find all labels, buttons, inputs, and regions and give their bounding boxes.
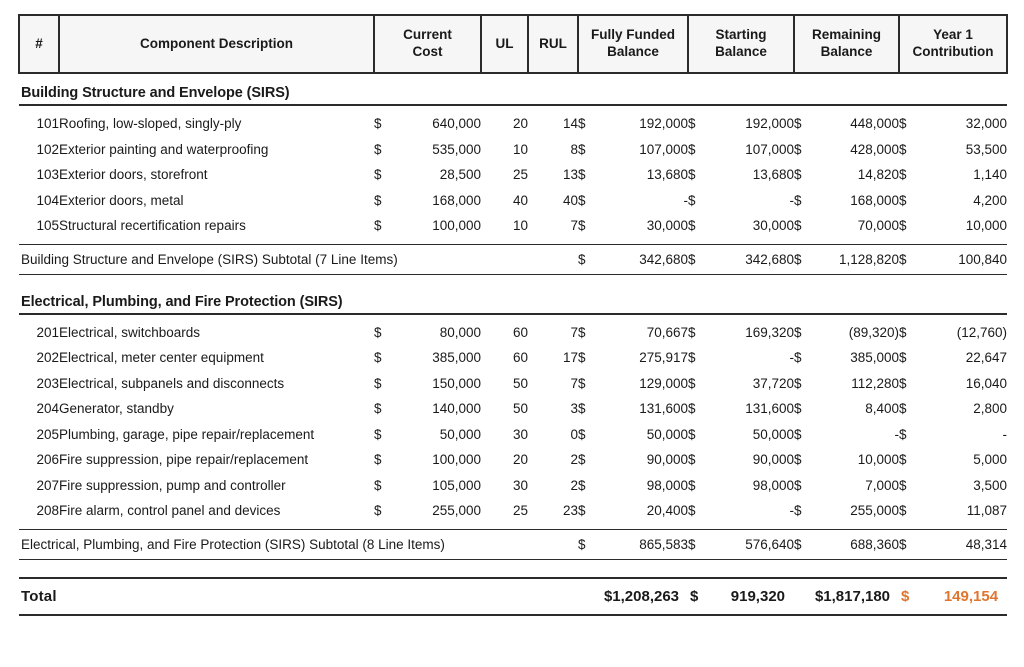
cell-ul: 10	[512, 218, 529, 234]
table-row[interactable]	[19, 137, 1007, 163]
subtotal-remaining-balance: 688,360	[816, 529, 899, 559]
column-header-ul: UL	[481, 15, 528, 73]
currency-symbol-fully-funded-balance: $	[578, 141, 586, 157]
currency-symbol-fully-funded-balance: $	[578, 167, 586, 183]
row-number: 104	[36, 192, 59, 208]
cell-fully-funded-balance: 50,000	[646, 426, 689, 442]
currency-symbol-starting-balance: $	[688, 426, 696, 442]
currency-symbol-current-cost: $	[374, 477, 382, 493]
currency-symbol-year-1-contribution: $	[899, 401, 907, 417]
cell-rul: 17	[562, 350, 579, 366]
column-header-y1-line1: Year 1	[933, 27, 973, 43]
cell-current-cost: 100,000	[432, 218, 482, 234]
cell-rul: 7	[570, 218, 579, 234]
column-header-sb-line2: Balance	[715, 44, 767, 59]
cell-year-1-contribution: 5,000	[973, 452, 1008, 468]
cell-year-1-contribution: 32,000	[965, 116, 1008, 131]
currency-symbol-remaining-balance: $	[794, 375, 802, 391]
cell-ul: 10	[512, 141, 529, 157]
cell-year-1-contribution: 4,200	[973, 192, 1008, 208]
row-description: Electrical, subpanels and disconnects	[59, 375, 285, 391]
currency-symbol-starting-balance: $	[688, 503, 696, 519]
cell-rul: 2	[570, 477, 579, 493]
column-header-current-cost-line1: Current	[403, 27, 452, 43]
cell-rul: 8	[570, 141, 579, 157]
column-header-year-1-contribution	[899, 15, 1007, 73]
cell-starting-balance: 98,000	[752, 477, 795, 493]
total-starting-balance: $1,817,180	[794, 578, 899, 615]
row-number: 203	[36, 375, 59, 391]
subtotal-starting-balance: 342,680	[710, 244, 794, 274]
currency-symbol-fully-funded-balance: $	[578, 116, 586, 131]
cell-starting-balance: -	[789, 350, 795, 366]
cell-fully-funded-balance: 90,000	[646, 452, 689, 468]
row-number: 207	[36, 477, 59, 493]
row-description: Fire alarm, control panel and devices	[59, 503, 281, 519]
cell-year-1-contribution: 2,800	[973, 401, 1008, 417]
cell-current-cost: 535,000	[432, 141, 482, 157]
currency-symbol-subtotal-sb: $	[688, 529, 710, 559]
table-row[interactable]	[19, 162, 1007, 188]
currency-symbol-year-1-contribution: $	[899, 116, 907, 131]
currency-symbol-starting-balance: $	[688, 350, 696, 366]
cell-year-1-contribution: 11,087	[966, 503, 1008, 519]
row-description: Fire suppression, pump and controller	[59, 477, 286, 493]
column-header-number: #	[19, 15, 59, 73]
table-row[interactable]	[19, 213, 1007, 239]
currency-symbol-year-1-contribution: $	[899, 218, 907, 234]
currency-symbol-subtotal-rb: $	[794, 244, 816, 274]
cell-fully-funded-balance: 13,680	[646, 167, 689, 183]
cell-rul: 13	[562, 167, 579, 183]
spacer-row	[19, 274, 1007, 292]
cell-fully-funded-balance: 30,000	[646, 218, 689, 234]
table-row[interactable]	[19, 371, 1007, 397]
subtotal-fully-funded-balance: 342,680	[600, 244, 688, 274]
cell-current-cost: 168,000	[432, 192, 482, 208]
row-description: Electrical, switchboards	[59, 324, 201, 340]
currency-symbol-year-1-contribution: $	[899, 350, 907, 366]
cell-ul: 60	[512, 350, 529, 366]
cell-current-cost: 50,000	[439, 426, 482, 442]
cell-current-cost: 28,500	[439, 167, 482, 183]
total-current-cost: $1,208,263	[578, 578, 688, 615]
currency-symbol-current-cost: $	[374, 350, 382, 366]
component-funding-table	[18, 14, 1008, 616]
row-description: Exterior doors, metal	[59, 192, 184, 208]
currency-symbol-fully-funded-balance: $	[578, 324, 586, 340]
spacer-row	[19, 559, 1007, 578]
cell-year-1-contribution: (12,760)	[956, 324, 1008, 340]
cell-remaining-balance: 70,000	[857, 218, 900, 234]
row-description: Exterior painting and waterproofing	[59, 141, 269, 157]
currency-symbol-starting-balance: $	[688, 324, 696, 340]
cell-ul: 50	[512, 375, 529, 391]
cell-ul: 30	[512, 477, 529, 493]
currency-symbol-remaining-balance: $	[794, 192, 802, 208]
cell-remaining-balance: 385,000	[850, 350, 900, 366]
row-description: Generator, standby	[59, 401, 174, 417]
cell-current-cost: 100,000	[432, 452, 482, 468]
subtotal-remaining-balance: 1,128,820	[816, 244, 899, 274]
total-label: Total	[19, 578, 578, 615]
cell-ul: 25	[512, 503, 529, 519]
currency-symbol-current-cost: $	[374, 141, 382, 157]
cell-remaining-balance: 14,820	[857, 167, 900, 183]
section-subtotal-row	[19, 244, 1007, 274]
column-header-rb-line1: Remaining	[812, 27, 882, 43]
cell-ul: 20	[512, 452, 529, 468]
currency-symbol-current-cost: $	[374, 426, 382, 442]
cell-remaining-balance: (89,320)	[848, 324, 900, 340]
currency-symbol-current-cost: $	[374, 503, 382, 519]
cell-remaining-balance: 8,400	[865, 401, 900, 417]
row-number: 102	[36, 141, 59, 157]
column-header-remaining-balance	[794, 15, 899, 73]
cell-remaining-balance: -	[894, 426, 900, 442]
currency-symbol-fully-funded-balance: $	[578, 192, 586, 208]
currency-symbol-subtotal-y1: $	[899, 529, 921, 559]
currency-symbol-remaining-balance: $	[794, 350, 802, 366]
table-row[interactable]	[19, 473, 1007, 499]
currency-symbol-remaining-balance: $	[794, 477, 802, 493]
currency-symbol-starting-balance: $	[688, 141, 696, 157]
column-header-rul: RUL	[528, 15, 578, 73]
section-header-row	[19, 292, 1007, 314]
cell-ul: 30	[512, 426, 529, 442]
currency-symbol-subtotal-rb: $	[794, 529, 816, 559]
row-number: 103	[36, 167, 59, 183]
currency-symbol-fully-funded-balance: $	[578, 477, 586, 493]
table-row[interactable]	[19, 498, 1007, 524]
cell-remaining-balance: 112,280	[851, 375, 900, 391]
cell-starting-balance: 90,000	[752, 452, 795, 468]
currency-symbol-fully-funded-balance: $	[578, 426, 586, 442]
column-header-ffb-line1: Fully Funded	[591, 27, 676, 43]
currency-symbol-current-cost: $	[374, 375, 382, 391]
cell-rul: 2	[570, 452, 579, 468]
cell-year-1-contribution: 16,040	[965, 375, 1008, 391]
currency-symbol-total-ffb: $	[688, 578, 710, 615]
subtotal-year-1-contribution: 100,840	[921, 244, 1007, 274]
cell-rul: 23	[562, 503, 579, 519]
currency-symbol-year-1-contribution: $	[899, 375, 907, 391]
currency-symbol-current-cost: $	[374, 116, 382, 131]
column-header-fully-funded-balance	[578, 15, 688, 73]
row-number: 202	[36, 350, 59, 366]
column-header-current-cost-line2: Cost	[412, 44, 443, 59]
cell-starting-balance: 192,000	[745, 116, 795, 131]
section-header-row	[19, 83, 1007, 105]
cell-fully-funded-balance: 129,000	[639, 375, 689, 391]
currency-symbol-remaining-balance: $	[794, 141, 802, 157]
cell-current-cost: 80,000	[439, 324, 482, 340]
row-description: Fire suppression, pipe repair/replacement	[59, 452, 309, 468]
currency-symbol-subtotal-ffb: $	[578, 529, 600, 559]
subtotal-fully-funded-balance: 865,583	[600, 529, 688, 559]
column-header-component-description: Component Description	[59, 15, 374, 73]
row-number: 201	[36, 324, 59, 340]
cell-starting-balance: 131,600	[745, 401, 795, 417]
cell-current-cost: 385,000	[432, 350, 482, 366]
currency-symbol-remaining-balance: $	[794, 401, 802, 417]
row-number: 206	[36, 452, 59, 468]
total-fully-funded-balance: 919,320	[710, 578, 794, 615]
currency-symbol-starting-balance: $	[688, 401, 696, 417]
table-row[interactable]	[19, 111, 1007, 137]
cell-year-1-contribution: 53,500	[965, 141, 1008, 157]
cell-current-cost: 150,000	[432, 375, 482, 391]
subtotal-year-1-contribution: 48,314	[921, 529, 1007, 559]
currency-symbol-starting-balance: $	[688, 192, 696, 208]
currency-symbol-remaining-balance: $	[794, 426, 802, 442]
spacer-row	[19, 73, 1007, 83]
cell-year-1-contribution: -	[1002, 426, 1008, 442]
cell-remaining-balance: 448,000	[850, 116, 900, 131]
cell-fully-funded-balance: 70,667	[646, 324, 689, 340]
cell-starting-balance: -	[789, 503, 795, 519]
subtotal-label: Electrical, Plumbing, and Fire Protection (SIRS) Subtotal (8 Line Items)	[19, 529, 578, 559]
cell-rul: 7	[570, 324, 579, 340]
table-row[interactable]	[19, 447, 1007, 473]
section-subtotal-row	[19, 529, 1007, 559]
row-description: Electrical, meter center equipment	[59, 350, 264, 366]
table-row[interactable]	[19, 320, 1007, 346]
currency-symbol-subtotal-ffb: $	[578, 244, 600, 274]
cell-current-cost: 140,000	[432, 401, 482, 417]
currency-symbol-current-cost: $	[374, 401, 382, 417]
total-year-1-contribution: 149,154	[921, 578, 1007, 615]
cell-ul: 60	[512, 324, 529, 340]
cell-ul: 20	[512, 116, 529, 131]
cell-current-cost: 105,000	[432, 477, 482, 493]
currency-symbol-current-cost: $	[374, 452, 382, 468]
currency-symbol-fully-funded-balance: $	[578, 218, 586, 234]
currency-symbol-year-1-contribution: $	[899, 503, 907, 519]
cell-remaining-balance: 168,000	[850, 192, 900, 208]
cell-starting-balance: 107,000	[745, 141, 795, 157]
currency-symbol-current-cost: $	[374, 192, 382, 208]
section-title: Building Structure and Envelope (SIRS)	[19, 83, 1007, 105]
currency-symbol-year-1-contribution: $	[899, 141, 907, 157]
row-number: 208	[36, 503, 59, 519]
cell-starting-balance: 50,000	[752, 426, 795, 442]
currency-symbol-year-1-contribution: $	[899, 426, 907, 442]
cell-remaining-balance: 428,000	[850, 141, 900, 157]
currency-symbol-starting-balance: $	[688, 477, 696, 493]
currency-symbol-year-1-contribution: $	[899, 452, 907, 468]
currency-symbol-starting-balance: $	[688, 116, 696, 131]
row-number: 205	[36, 426, 59, 442]
cell-ul: 40	[512, 192, 529, 208]
currency-symbol-year-1-contribution: $	[899, 192, 907, 208]
cell-year-1-contribution: 10,000	[965, 218, 1008, 234]
table-row[interactable]	[19, 396, 1007, 422]
cell-starting-balance: 169,320	[745, 324, 795, 340]
currency-symbol-fully-funded-balance: $	[578, 452, 586, 468]
table-body	[19, 73, 1007, 615]
column-header-starting-balance	[688, 15, 794, 73]
cell-fully-funded-balance: 107,000	[639, 141, 689, 157]
subtotal-starting-balance: 576,640	[710, 529, 794, 559]
currency-symbol-remaining-balance: $	[794, 116, 802, 131]
row-number: 101	[36, 116, 59, 131]
cell-rul: 3	[570, 401, 579, 417]
row-number: 105	[36, 218, 59, 234]
currency-symbol-fully-funded-balance: $	[578, 503, 586, 519]
currency-symbol-year-1-contribution: $	[899, 324, 907, 340]
cell-fully-funded-balance: 131,600	[639, 401, 689, 417]
cell-remaining-balance: 255,000	[850, 503, 900, 519]
currency-symbol-fully-funded-balance: $	[578, 401, 586, 417]
column-header-rb-line2: Balance	[820, 44, 873, 59]
cell-rul: 0	[570, 426, 579, 442]
row-description: Plumbing, garage, pipe repair/replacement	[59, 426, 315, 442]
cell-current-cost: 255,000	[432, 503, 482, 519]
table-row[interactable]	[19, 345, 1007, 371]
cell-year-1-contribution: 22,647	[965, 350, 1008, 366]
table-header	[19, 15, 1007, 73]
cell-starting-balance: 37,720	[752, 375, 795, 391]
currency-symbol-remaining-balance: $	[794, 324, 802, 340]
cell-fully-funded-balance: 98,000	[646, 477, 689, 493]
currency-symbol-current-cost: $	[374, 324, 382, 340]
row-number: 204	[36, 401, 59, 417]
column-header-ffb-line2: Balance	[607, 44, 659, 59]
currency-symbol-year-1-contribution: $	[899, 167, 907, 183]
cell-rul: 14	[562, 116, 579, 131]
column-header-current-cost	[374, 15, 481, 73]
currency-symbol-starting-balance: $	[688, 375, 696, 391]
row-description: Roofing, low-sloped, singly-ply	[59, 116, 242, 131]
cell-rul: 40	[562, 192, 579, 208]
cell-ul: 25	[512, 167, 529, 183]
cell-current-cost: 640,000	[432, 116, 482, 131]
currency-symbol-starting-balance: $	[688, 218, 696, 234]
currency-symbol-year-1-contribution: $	[899, 477, 907, 493]
currency-symbol-total-year-1: $	[899, 578, 921, 615]
cell-year-1-contribution: 1,140	[973, 167, 1008, 183]
cell-remaining-balance: 7,000	[865, 477, 900, 493]
cell-year-1-contribution: 3,500	[973, 477, 1008, 493]
row-description: Structural recertification repairs	[59, 218, 246, 234]
cell-remaining-balance: 10,000	[857, 452, 900, 468]
cell-fully-funded-balance: 275,917	[639, 350, 689, 366]
column-header-sb-line1: Starting	[715, 27, 767, 43]
table-row[interactable]	[19, 188, 1007, 214]
subtotal-label: Building Structure and Envelope (SIRS) Subtotal (7 Line Items)	[19, 244, 578, 274]
currency-symbol-subtotal-sb: $	[688, 244, 710, 274]
currency-symbol-starting-balance: $	[688, 452, 696, 468]
currency-symbol-remaining-balance: $	[794, 167, 802, 183]
table-row[interactable]	[19, 422, 1007, 448]
cell-fully-funded-balance: 20,400	[646, 503, 689, 519]
header-row	[19, 15, 1007, 73]
cell-fully-funded-balance: -	[683, 192, 689, 208]
cell-starting-balance: 30,000	[752, 218, 795, 234]
cell-rul: 7	[570, 375, 579, 391]
currency-symbol-starting-balance: $	[688, 167, 696, 183]
currency-symbol-current-cost: $	[374, 167, 382, 183]
currency-symbol-remaining-balance: $	[794, 452, 802, 468]
currency-symbol-fully-funded-balance: $	[578, 350, 586, 366]
row-description: Exterior doors, storefront	[59, 167, 208, 183]
grand-total-row	[19, 578, 1007, 615]
currency-symbol-current-cost: $	[374, 218, 382, 234]
currency-symbol-remaining-balance: $	[794, 503, 802, 519]
currency-symbol-fully-funded-balance: $	[578, 375, 586, 391]
cell-ul: 50	[512, 401, 529, 417]
cell-starting-balance: -	[789, 192, 795, 208]
column-header-y1-line2: Contribution	[912, 44, 994, 59]
cell-starting-balance: 13,680	[752, 167, 795, 183]
currency-symbol-remaining-balance: $	[794, 218, 802, 234]
section-title: Electrical, Plumbing, and Fire Protection (SIRS)	[19, 292, 1007, 314]
cell-fully-funded-balance: 192,000	[639, 116, 689, 131]
currency-symbol-subtotal-y1: $	[899, 244, 921, 274]
